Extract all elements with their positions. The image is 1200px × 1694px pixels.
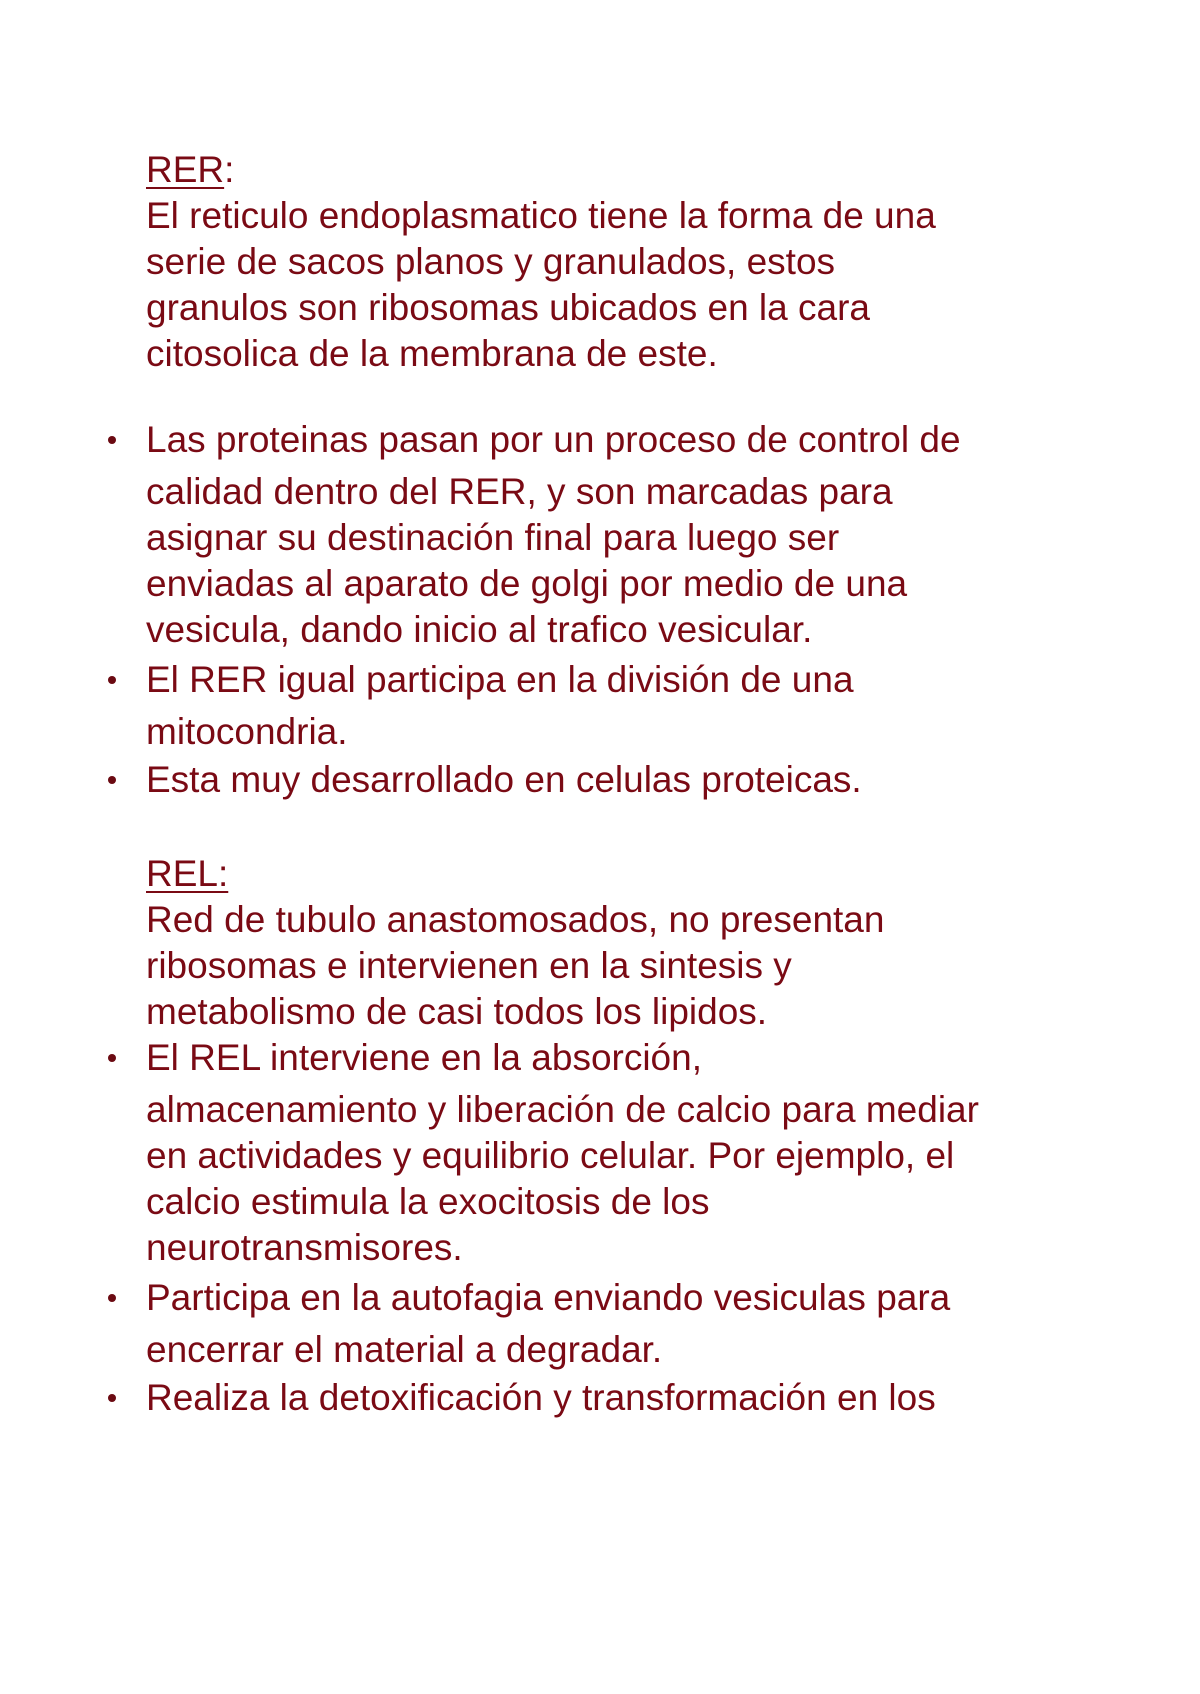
rer-intro-line: serie de sacos planos y granulados, estos [146, 241, 836, 282]
bullet-dot-icon [108, 676, 116, 684]
bullet-dot-icon [108, 1054, 116, 1062]
rel-intro-line: Red de tubulo anastomosados, no presentan [146, 899, 885, 940]
rer-bullet-1-line: vesicula, dando inicio al trafico vesicular. [146, 609, 813, 650]
rel-intro-line: ribosomas e intervienen en la sintesis y [146, 945, 792, 986]
bullet-dot-icon [108, 436, 116, 444]
rel-intro-line: metabolismo de casi todos los lipidos. [146, 991, 768, 1032]
rer-intro-line: granulos son ribosomas ubicados en la cara [146, 287, 870, 328]
rer-bullet-1-line: enviadas al aparato de golgi por medio de una [146, 563, 908, 604]
rel-heading [146, 852, 228, 896]
bullet-dot-icon [108, 1294, 116, 1302]
rel-bullet-1-line: en actividades y equilibrio celular. Por ejemplo, el [146, 1135, 955, 1176]
rer-bullet-3-line: Esta muy desarrollado en celulas proteicas. [146, 759, 862, 800]
rer-bullet-1-line: calidad dentro del RER, y son marcadas para [146, 471, 893, 512]
rer-bullet-1-line: asignar su destinación final para luego ser [146, 517, 840, 558]
bullet-dot-icon [108, 776, 116, 784]
rel-bullet-1-line: calcio estimula la exocitosis de los [146, 1181, 710, 1222]
rel-bullet-1-line: El REL interviene en la absorción, [146, 1037, 702, 1078]
rer-bullet-2-line: mitocondria. [146, 711, 348, 752]
rer-heading [146, 148, 234, 192]
rer-bullet-1-line: Las proteinas pasan por un proceso de control de [146, 419, 961, 460]
rer-intro-line: El reticulo endoplasmatico tiene la forma de una [146, 195, 936, 236]
rel-bullet-2-line: Participa en la autofagia enviando vesiculas para [146, 1277, 951, 1318]
rel-heading-label: REL: [146, 853, 229, 894]
rer-bullet-2-line: El RER igual participa en la división de una [146, 659, 854, 700]
rel-bullet-1-line: neurotransmisores. [146, 1227, 463, 1268]
rer-heading-colon: : [224, 149, 235, 190]
rel-bullet-1-line: almacenamiento y liberación de calcio para mediar [146, 1089, 979, 1130]
rer-intro-line: citosolica de la membrana de este. [146, 333, 718, 374]
rel-bullet-2-line: encerrar el material a degradar. [146, 1329, 663, 1370]
bullet-dot-icon [108, 1394, 116, 1402]
rel-bullet-3-line: Realiza la detoxificación y transformación en los [146, 1377, 936, 1418]
rer-heading-label: RER [146, 149, 225, 190]
